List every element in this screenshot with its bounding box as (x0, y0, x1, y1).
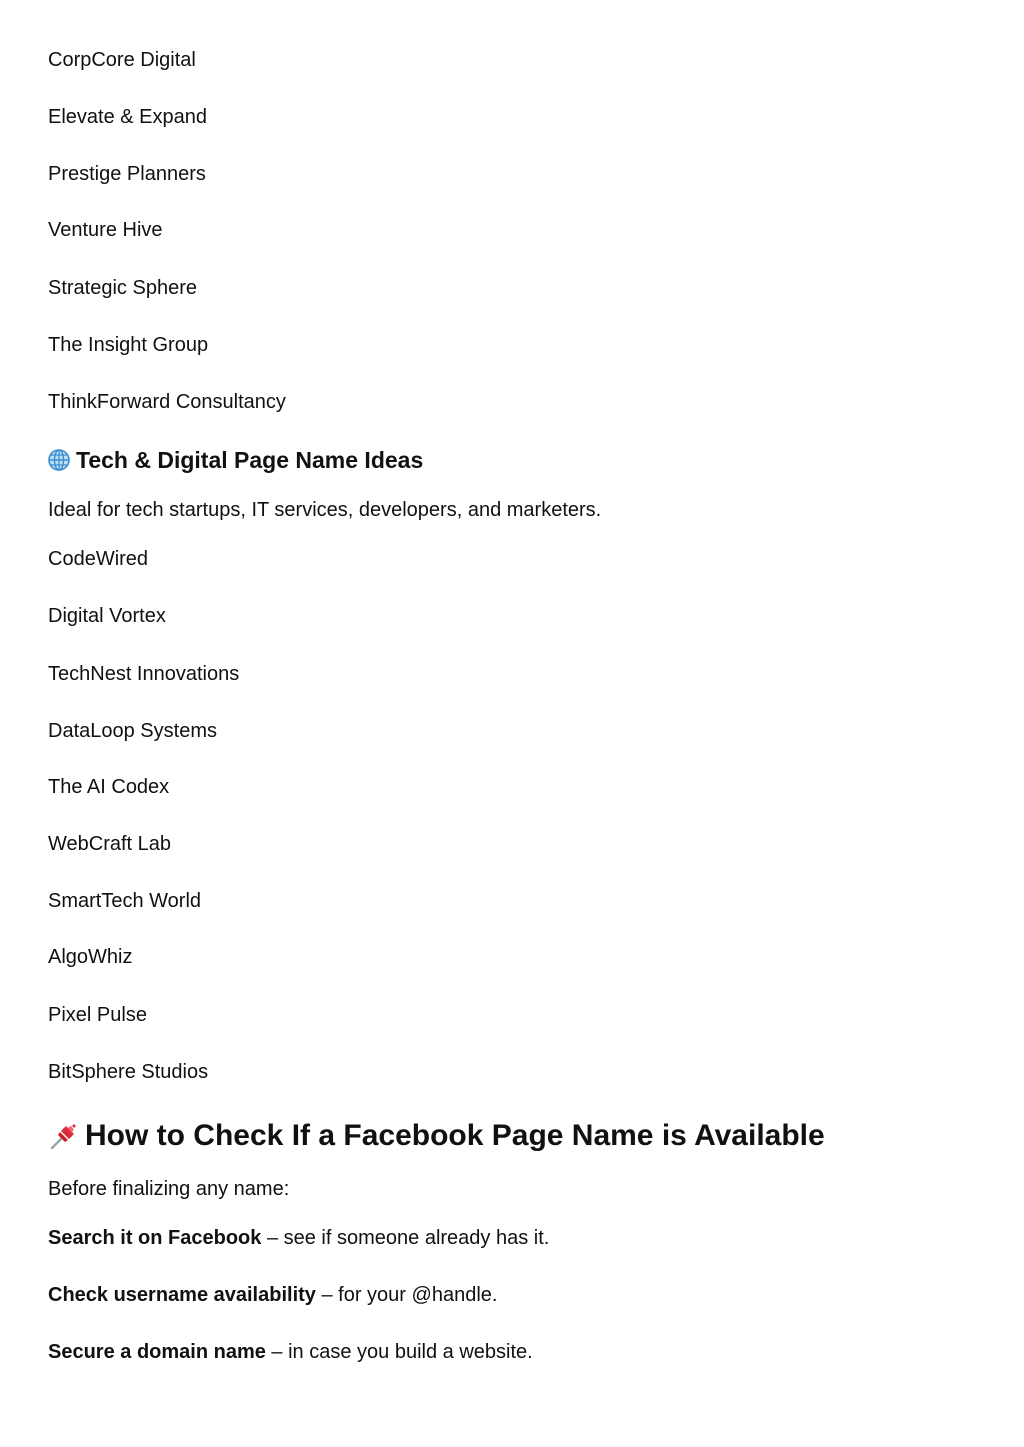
list-item: ThinkForward Consultancy (48, 391, 286, 413)
list-item: Digital Vortex (48, 605, 166, 627)
list-item: WebCraft Lab (48, 833, 172, 855)
step-item (48, 1340, 533, 1364)
list-item: BitSphere Studios (48, 1061, 209, 1083)
list-item: AlgoWhiz (48, 946, 133, 968)
step-title: Check username availability (48, 1284, 316, 1306)
check-intro: Before finalizing any name: (48, 1178, 290, 1200)
tech-section-heading (48, 446, 423, 474)
step-item (48, 1226, 549, 1250)
step-item (48, 1283, 497, 1307)
list-item: The AI Codex (48, 776, 170, 798)
list-item: Prestige Planners (48, 163, 206, 185)
list-item: Strategic Sphere (48, 277, 197, 299)
step-description: – in case you build a website. (265, 1341, 533, 1363)
globe-icon (48, 449, 70, 471)
list-item: DataLoop Systems (48, 720, 217, 742)
list-item: SmartTech World (48, 890, 202, 912)
list-item: The Insight Group (48, 334, 209, 356)
check-heading-text: How to Check If a Facebook Page Name is Available (85, 1119, 825, 1152)
list-item: TechNest Innovations (48, 663, 240, 685)
step-title: Secure a domain name (48, 1341, 266, 1363)
step-description: – see if someone already has it. (261, 1227, 550, 1249)
step-description: – for your @handle. (315, 1284, 498, 1306)
list-item: CorpCore Digital (48, 49, 196, 71)
pushpin-icon (48, 1120, 80, 1152)
tech-heading-text: Tech & Digital Page Name Ideas (76, 447, 424, 473)
list-item: Venture Hive (48, 219, 163, 241)
step-title: Search it on Facebook (48, 1227, 262, 1249)
list-item: CodeWired (48, 548, 149, 570)
list-item: Pixel Pulse (48, 1004, 147, 1026)
check-section-heading (48, 1118, 825, 1154)
tech-intro: Ideal for tech startups, IT services, developers, and marketers. (48, 499, 602, 521)
list-item: Elevate & Expand (48, 106, 207, 128)
